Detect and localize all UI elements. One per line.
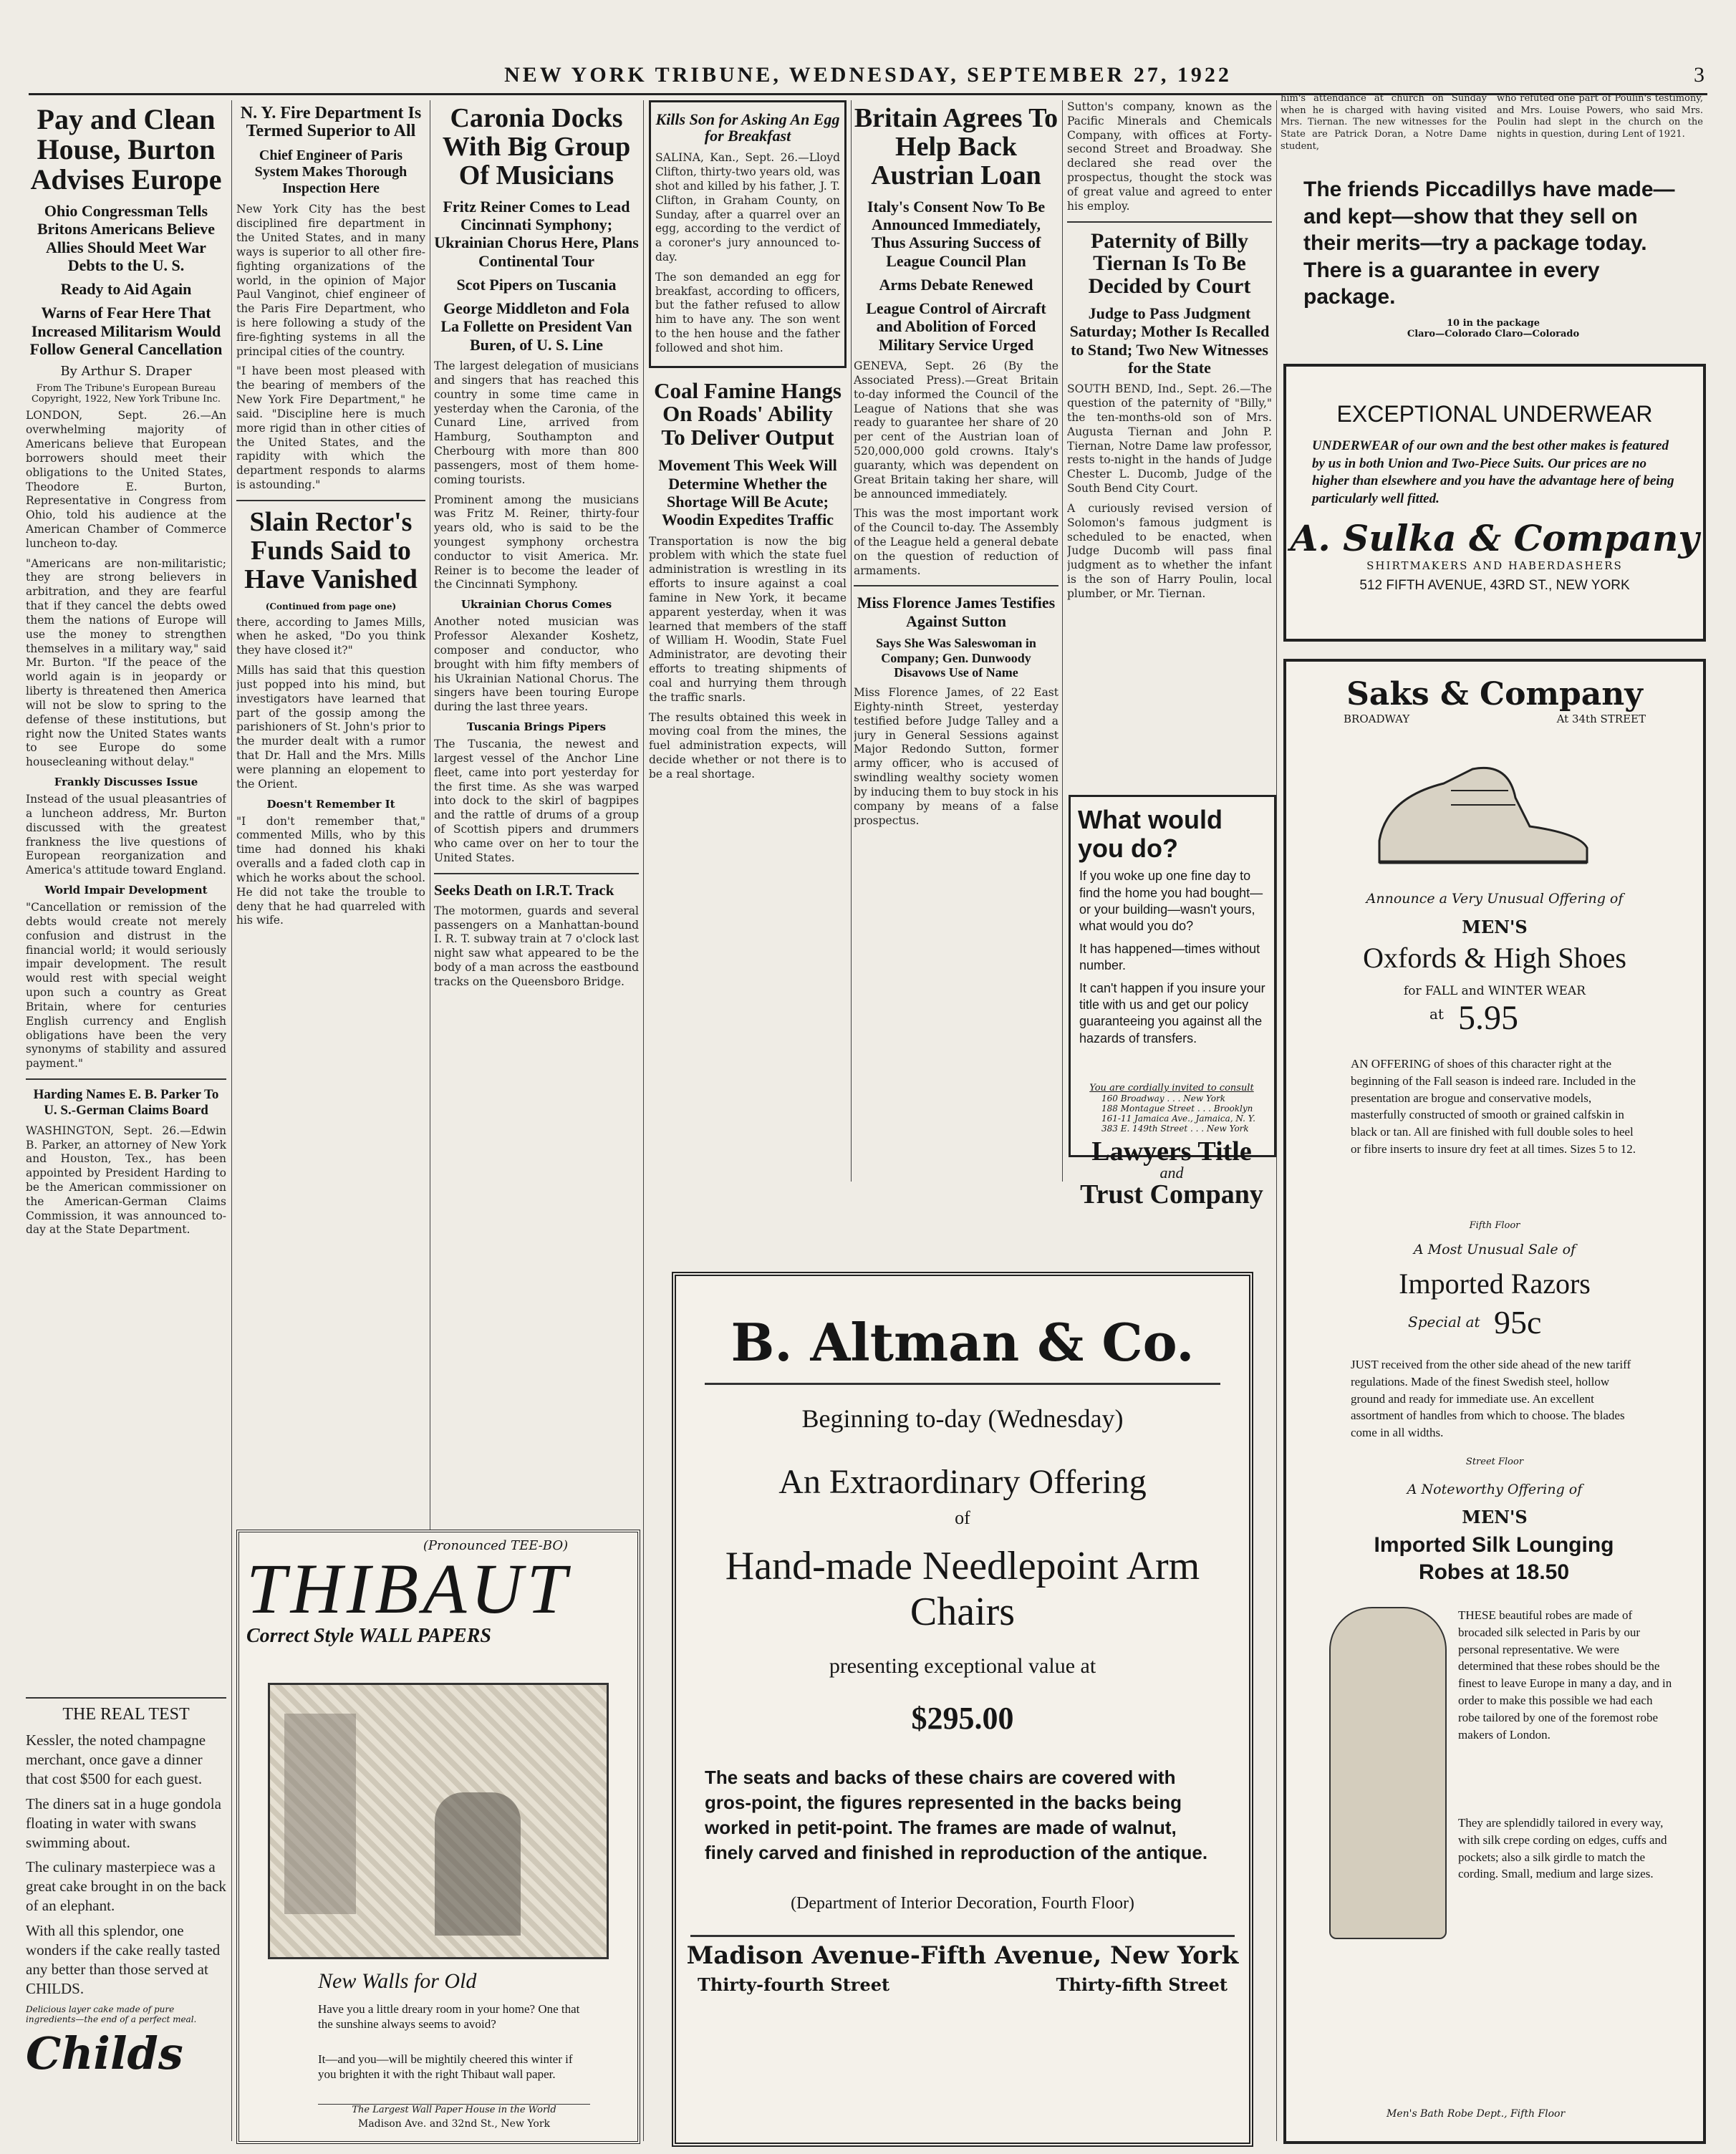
ad-line: of [955,1507,970,1528]
ad-text: If you woke up one fine day to find the home you had bought—or your building—wasn't yours, what would you do? [1079,869,1263,934]
divider [1067,221,1272,223]
ad-price: $295.00 [911,1700,1014,1736]
ad-text: The diners sat in a huge gondola floating in water with swans swimming about. [26,1795,221,1851]
ad-floor: Street Floor [1465,1457,1524,1467]
article-caronia [434,100,639,1525]
subhead: Ukrainian Chorus Comes [460,598,612,612]
headline: Harding Names E. B. Parker To U. S.-German Claims Board [33,1086,219,1118]
column-rule [231,100,232,2141]
deck: Ready to Aid Again [60,280,192,299]
deck: Chief Engineer of Paris System Makes Thorough Inspection Here [254,148,408,197]
ad-title: EXCEPTIONAL UNDERWEAR [1336,401,1653,427]
location-right: At 34th STREET [1556,713,1646,725]
paragraph: A curiously revised version of Solomon's famous judgment is scheduled to be enacted, when Judge Ducomb will pass final judgment as to whether the infant is the son of Harry Poulin, local plumber, or Mr. Tiernan. [1067,501,1272,600]
paragraph: Sutton's company, known as the Pacific Minerals and Chemicals Company, with offices at Forty-second Street and Broadway. She declared she read over the prospectus, thought the stock was of great value and agreed to enter his employ. [1067,100,1272,213]
subhead: Frankly Discusses Issue [54,776,198,789]
paragraph: New York City has the best disciplined fire department in the United States, and in many ways is superior to all other fire-fighting organizations of the world, in the opinion of Major Paul Vanginot, chief engineer of the Paris Fire Department, who is here following a study of the fire-fighting systems in all the principal cities of the country. [236,203,425,358]
continued-note: (Continued from page one) [265,601,397,612]
ad-text: It—and you—will be mightily cheered this winter if you brighten it with the right Thibaut wall paper. [318,2052,573,2082]
ad-category: MEN'S [1462,1507,1528,1527]
deck: Warns of Fear Here That Increased Militarism Would Follow General Cancellation [29,304,223,359]
headline: Paternity of Billy Tiernan Is To Be Decided by Court [1088,228,1251,298]
lawyers-logo: and [1159,1164,1184,1182]
saks-ad [1283,659,1706,2144]
ad-text: The culinary masterpiece was a great cake brought in on the back of an elephant. [26,1858,226,1915]
ad-headline: Oxfords & High Shoes [1363,942,1626,974]
street-label: Thirty-fifth Street [1056,1974,1228,1996]
ad-sizes: Claro—Colorado Claro—Colorado [1407,328,1580,339]
paragraph: This was the most important work of the Council to-day. The Assembly of the League held a general debate on the question of reduction of armaments. [854,507,1059,577]
paragraph: The motormen, guards and several passengers on a Manhattan-bound I. R. T. subway train at 7 o'clock last night saw what appeared to be the body of a man across the eastbound tracks on the Queensboro Bridge. [434,904,639,988]
divider [26,1697,226,1699]
address-line: 161-11 Jamaica Ave., Jamaica, N. Y. [1101,1114,1255,1124]
window-curtain [284,1714,356,1914]
page-number: 3 [1694,63,1707,87]
article-burton [26,100,226,1676]
paragraph: SALINA, Kan., Sept. 26.—Lloyd Clifton, thirty-two years old, was shot and killed by his father, J. T. Clifton, in Graham County, on Sunday, after a quarrel over an egg, according to the verdict of a coroner's jury announced to-day. [655,151,840,264]
thibaut-ad [236,1530,640,2144]
paragraph: "I don't remember that," commented Mills, who by this time had donned his khaki overalls and a faded cloth cap in which he works about the school. He did not take the trouble to deny that he had quarreled with his wife. [236,814,425,927]
divider [236,500,425,501]
ad-pronunciation: (Pronounced TEE-BO) [423,1538,569,1553]
ad-text: It can't happen if you insure your title with us and get our policy guaranteeing you against all the hazards of transfers. [1079,980,1265,1045]
ad-text: It has happened—times without number. [1079,941,1260,973]
paragraph: The largest delegation of musicians and singers that has reached this country in some time came in yesterday when the Caronia, of the Cunard Line, arrived from Hamburg, Southampton and Cherbourg with more than 800 passengers, most of them home-coming tourists. [434,359,639,486]
paragraph: Prominent among the musicians was Fritz M. Reiner, thirty-four years old, who is said to be the youngest symphony orchestra conductor to visit America. Mr. Reiner is to become the leader of the Cincinnati Symphony. [434,493,639,591]
deck: George Middleton and Fola La Follette on President Van Buren, of U. S. Line [440,299,632,354]
ad-address: Madison Ave. and 32nd St., New York [357,2118,551,2130]
street-label: Thirty-fourth Street [698,1974,890,1996]
childs-logo: Childs [26,2027,183,2080]
headline: Britain Agrees To Help Back Austrian Loan [854,103,1059,190]
paragraph: who refuted one part of Poulin's testimony, and Mrs. Louise Powers, who said Mrs. Poulin had slept in the church on the nights in question, during Lent of 1921. [1497,93,1703,140]
paragraph: LONDON, Sept. 26.—An overwhelming majority of Americans believe that European borrowers should meet their obligations to the United States, Theodore E. Burton, Representative in Congress from Ohio, told his audience at the American Chamber of Commerce luncheon to-day. [26,409,226,550]
lawyers-title-footer [1073,1083,1270,1240]
ad-headline: Hand-made Needlepoint Arm Chairs [725,1544,1200,1635]
ad-text: With all this splendor, one wonders if the cake really tasted any better than those served at CHILDS. [26,1922,221,1997]
column-rule [643,100,644,2141]
address-line: 188 Montague Street . . . Brooklyn [1101,1103,1253,1114]
headline: Coal Famine Hangs On Roads' Ability To Deliver Output [654,377,842,450]
ad-announcement: Announce a Very Unusual Offering of [1366,891,1624,907]
headline: Miss Florence James Testifies Against Sutton [857,594,1056,630]
ad-tagline: SHIRTMAKERS AND HABERDASHERS [1366,559,1623,572]
subhead: World Impair Development [44,884,208,897]
ad-text: THESE beautiful robes are made of brocaded silk selected in Paris by our personal representative. We were determined that these robes should be the finest to leave Europe in many a day, and in order to make this possible we had each robe tailored by one of the foremost robe makers of London. [1458,1608,1672,1742]
ad-department: (Department of Interior Decoration, Fourth Floor) [791,1894,1134,1913]
ad-category: MEN'S [1462,917,1528,937]
ad-subtitle: Correct Style WALL PAPERS [246,1625,491,1647]
divider [854,585,1059,586]
ad-line: presenting exceptional value at [829,1653,1096,1678]
deck: Fritz Reiner Comes to Lead Cincinnati Symphony; Ukrainian Chorus Here, Plans Continental Tour [434,197,639,270]
ad-title: What would you do? [1078,805,1223,863]
paragraph: "Americans are non-militaristic; they are strong believers in arbitration, and they are fearful that if they cancel the debts owed them the nations of Europe will use the money to strengthen themselves in a military way," said Mr. Burton. "If the peace of the world again is in jeopardy or liberty is threatened then America will not be slow to spring to the defense of these institutions, but right now the United States wants to see Europe do some housecleaning without delay." [26,556,226,769]
ad-text: They are splendidly tailored in every way, with silk crepe cording on edges, cuffs and pockets; also a silk girdle to match the cording. Small, medium and large sizes. [1458,1816,1667,1881]
paragraph: WASHINGTON, Sept. 26.—Edwin B. Parker, an attorney of New York and Houston, Tex., has been appointed by President Harding to be the American commissioner on the American-German Claims Commission, it was announced to-day at the State Department. [26,1124,226,1237]
ad-special: Special at [1408,1313,1480,1330]
article-paternity [1067,100,1272,781]
saks-location [1344,713,1646,725]
subhead: Doesn't Remember It [266,797,395,811]
ad-address: Madison Avenue-Fifth Avenue, New York [686,1941,1239,1971]
room-illustration [268,1683,609,1959]
ad-text: Have you a little dreary room in your home? One that the sunshine always seems to avoid? [318,2002,580,2032]
paragraph: GENEVA, Sept. 26 (By the Associated Press).—Great Britain to-day informed the Council of the League of Nations that she was ready to guarantee her share of 20 per cent of the Austrian loan of 520,000,000 gold crowns. Italy's guaranty, which was dependent on Great Britain taking her share, will be announced immediately. [854,359,1059,501]
ad-text: JUST received from the other side ahead of the new tariff regulations. Made of the finest Swedish steel, hollow ground and ready for immediate use. An excellent assortment of handles from which to choose. The blades come in all widths. [1351,1358,1631,1440]
address-line: 160 Broadway . . . New York [1101,1093,1226,1103]
divider [434,873,639,874]
paragraph: Instead of the usual pleasantries of a luncheon address, Mr. Burton discussed with the greatest frankness the live questions of European reorganization and America's attitude toward England. [26,793,226,877]
shoe-icon [1365,755,1601,876]
location-left: BROADWAY [1344,713,1410,725]
ad-tagline: Delicious layer cake made of pure ingredients—the end of a perfect meal. [26,2004,197,2024]
deck: Judge to Pass Judgment Saturday; Mother Is Recalled to Stand; Two New Witnesses for the State [1069,304,1270,377]
article-fire-dept [236,100,425,1525]
ad-caption: New Walls for Old [318,1969,477,1993]
ad-title: THE REAL TEST [62,1705,190,1724]
article-britain [854,100,1059,1174]
masthead [29,59,1707,95]
deck: Scot Pipers on Tuscania [456,275,617,294]
deck: Movement This Week Will Determine Whether the Shortage Will Be Acute; Woodin Expedites Traffic [658,456,837,529]
paragraph: Miss Florence James, of 22 East Eighty-ninth Street, yesterday testified before Judge Talley and a jury in General Sessions against Major Redondo Sutton, former army officer, who is accused of swindling wealthy society women by inducing them to buy stock in his company by means of a false prospectus. [854,686,1059,827]
headline: Pay and Clean House, Burton Advises Europe [30,103,222,195]
headline: Kills Son for Asking An Egg for Breakfast [655,110,840,145]
sulka-logo: A. Sulka & Company [1290,516,1699,559]
ad-tagline: The Largest Wall Paper House in the World [318,2104,590,2115]
ad-price: 10 in the package [1446,317,1540,329]
divider [705,1383,1220,1385]
deck: Says She Was Saleswoman in Company; Gen. Dunwoody Disavows Use of Name [876,636,1036,680]
ad-headline: Imported Razors [1399,1267,1591,1300]
ad-department: Men's Bath Robe Dept., Fifth Floor [1387,2108,1566,2120]
ad-line: An Extraordinary Offering [778,1463,1147,1501]
deck: League Control of Aircraft and Abolition of Forced Military Service Urged [866,299,1046,354]
headline: Slain Rector's Funds Said to Have Vanished [244,506,418,594]
column-rule [1276,100,1277,2141]
paragraph: Mills has said that this question just popped into his mind, but investigators have learned that part of the gossip among the parishioners of St. John's prior to the murder dealt with a rumor that Dr. Hall and the Mrs. Mills were planning an elopement to the Orient. [236,664,425,791]
ad-text: The friends Piccadillys have made—and kept—show that they sell on their merits—try a package today. There is a guarantee in every package. [1303,178,1675,309]
ad-announcement: A Noteworthy Offering of [1407,1482,1583,1497]
headline: Seeks Death on I.R.T. Track [434,881,614,899]
masthead-title: NEW YORK TRIBUNE, WEDNESDAY, SEPTEMBER 27, 1922 [504,63,1232,87]
paragraph: The results obtained this week in moving coal from the mines, the fuel administration expects, will decide whether or not there is to be a real shortage. [649,710,847,781]
article-continuation [1281,93,1703,150]
headline: N. Y. Fire Department Is Termed Superior to All [240,104,422,141]
ad-price: 95c [1494,1304,1542,1341]
paragraph: him's attendance at church on Sunday when he is charged with having visited Mrs. Tiernan. The new witnesses for the State are Patrick Doran, a Notre Dame student, [1281,93,1487,150]
ad-season: for FALL and WINTER WEAR [1404,984,1586,998]
subhead: Tuscania Brings Pipers [466,720,607,734]
lawyers-logo: Trust Company [1080,1179,1263,1209]
figure-silhouette [435,1792,521,1936]
ad-text: UNDERWEAR of our own and the best other makes is featured by us in both Union and Two-Piece Suits. Our prices are no higher than elsewhere and you have the advantage here of being particularly well fitted. [1312,438,1674,507]
credit: From The Tribune's European Bureau Copyright, 1922, New York Tribune Inc. [31,383,221,405]
paragraph: there, according to James Mills, when he asked, "Do you think they have closed it?" [236,615,425,657]
saks-logo: Saks & Company [1346,676,1643,713]
deck: Ohio Congressman Tells Britons Americans Believe Allies Should Meet War Debts to the U. S. [37,202,216,274]
ad-headline: Imported Silk Lounging Robes at 18.50 [1374,1533,1614,1584]
altman-ad [672,1272,1253,2147]
ad-announcement: A Most Unusual Sale of [1413,1242,1576,1257]
paragraph: The son demanded an egg for breakfast, according to officers, but the father refused to allow him to have any. The son went to the hen house and the father followed and shot him. [655,270,840,354]
sulka-ad [1283,364,1706,642]
column-rule [1062,100,1063,1182]
ad-text: The seats and backs of these chairs are covered with gros-point, the figures represented in the backs being worked in petit-point. The frames are made of walnut, finely carved and finished in reproduction of the antique. [705,1766,1208,1864]
ad-address: 512 FIFTH AVENUE, 43RD ST., NEW YORK [1359,577,1630,593]
ad-streets [698,1974,1228,1995]
deck: Arms Debate Renewed [879,275,1033,294]
ad-line: Beginning to-day (Wednesday) [801,1404,1124,1433]
altman-logo: B. Altman & Co. [730,1312,1195,1373]
childs-ad [26,1690,226,2134]
ad-price: 5.95 [1458,999,1518,1037]
ad-floor: Fifth Floor [1469,1220,1520,1231]
deck: Italy's Consent Now To Be Announced Immediately, Thus Assuring Success of League Council Plan [867,197,1046,270]
piccadilly-ad [1289,166,1697,345]
divider [26,1078,226,1080]
ad-invite: You are cordially invited to consult [1089,1083,1254,1093]
paragraph: "Cancellation or remission of the debts would create not merely confusion and distrust in the financial world; it would seriously impair development. The result would rest with special weight upon such a country as Great Britain, where for centuries English currency and English obligations have been the very synonyms of stability and assured payment." [26,901,226,1071]
paragraph: The Tuscania, the newest and largest vessel of the Anchor Line fleet, came into port yesterday for the first time. As she was warped into dock to the skirl of bagpipes and the rattle of drums of a group of Scottish pipers and drummers who came over on her to tour the United States. [434,738,639,864]
article-kills-son [649,100,847,1174]
byline: By Arthur S. Draper [60,364,192,380]
paragraph: SOUTH BEND, Ind., Sept. 26.—The question of the paternity of "Billy," the ten-months-old son of Mrs. Augusta Tiernan and John P. Tiernan, Notre Dame law professor, rests to-night in the hands of Judge Chester L. Ducomb, Judge of the South Bend City Court. [1067,382,1272,496]
column-rule [851,100,852,1182]
ad-text: AN OFFERING of shoes of this character right at the beginning of the Fall season is indeed rare. Included in the presentation are brogue and conservative models, masterfully constructed of smooth or grained calfskin in black or tan. All are finished with full double soles to heel or fibre inserts to insure dry feet at all times. Sizes 5 to 12. [1351,1057,1636,1156]
boxed-story [649,100,847,368]
paragraph: Another noted musician was Professor Alexander Koshetz, composer and conductor, who brought with him fifty members of his Ukrainian National Chorus. The singers have been touring Europe during the last three years. [434,615,639,714]
shoe-illustration [1365,755,1601,876]
address-line: 383 E. 149th Street . . . New York [1101,1124,1249,1134]
paragraph: Transportation is now the big problem with which the state fuel administration is wrestling in its efforts to insure against a coal famine in New York, it became apparent yesterday, when it was learned that members of the staff of William H. Woodin, State Fuel Administrator, are devoting their efforts to treating shipments of coal and hurrying them through the traffic snarls. [649,534,847,704]
paragraph: "I have been most pleased with the bearing of members of the New York Fire Department," he said. "Discipline here is much more rigid than in other cities of the United States, and the rapidity with which the department responds to alarms is astounding." [236,364,425,492]
thibaut-logo: THIBAUT [246,1549,572,1628]
divider [690,1935,1235,1937]
lawyers-logo: Lawyers Title [1091,1136,1252,1167]
robe-illustration [1329,1607,1447,1939]
ad-at: at [1429,1005,1444,1023]
headline: Caronia Docks With Big Group Of Musicians [442,103,631,190]
ad-text: Kessler, the noted champagne merchant, once gave a dinner that cost $500 for each guest. [26,1732,206,1787]
